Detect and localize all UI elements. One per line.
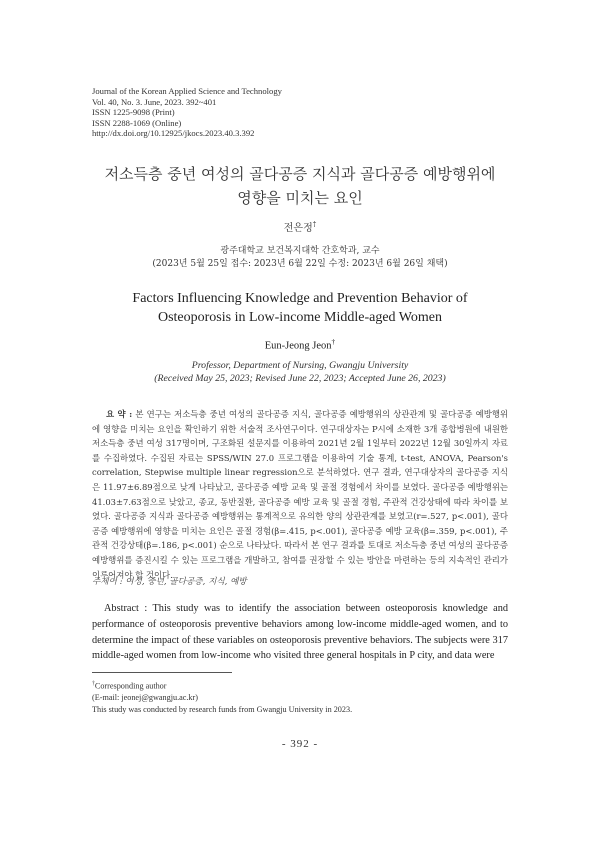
footnotes: [92, 679, 352, 715]
korean-keywords: 주제어 : 여성, 중년, 골다공증, 지식, 예방: [92, 577, 247, 587]
korean-affiliation: [0, 245, 600, 271]
korean-title-line1: 저소득층 중년 여성의 골다공증 지식과 골다공증 예방행위에: [104, 165, 496, 183]
journal-header: [92, 86, 282, 139]
english-affiliation-line1: Professor, Department of Nursing, Gwangju University: [191, 360, 409, 371]
journal-issn-online: ISSN 2288-1069 (Online): [92, 117, 182, 128]
footnote-mark: †: [92, 681, 95, 687]
korean-author-name: 전은정: [283, 223, 313, 234]
korean-abstract: [92, 407, 508, 582]
korean-author: [0, 219, 600, 234]
footnote-email: (E-mail: jeonej@gwangju.ac.kr): [92, 693, 198, 703]
korean-abstract-text: 본 연구는 저소득층 중년 여성의 골다공증 지식, 골다공증 예방행위의 상관관계 및 골다공증 예방행위에 영향을 미치는 요인을 확인하기 위한 서술적 조사연구이다. 연구대상자는 P시에 소재한 3개 종합병원에 내원한 저소득층 중년 여성 317명이며, 구조화된 설문지를 이용하여 2021년 2월 1일부터 2022년 12월 30일까지 자료를 수집하였다. 수집된 자료는 SPSS/WIN 27.0 프로그램을 이용하여 기술 통계, t-test, ANOVA, Pearson's correlation, Stepwise multiple linear regression으로 분석하였다. 연구 결과, 연구대상자의 골다공증 지식은 11.97±6.89점으로 낮게 나타났고, 골다공증 예방 교육 및 골절 경험에서 차이를 보였다. 골다공증 예방행위는 41.03±7.63점으로 낮았고, 종교, 동반질환, 골다공증 예방 교육 및 골절 경험, 주관적 건강상태에 따라 차이를 보였다. 골다공증 지식과 골다공증 예방행위는 통계적으로 유의한 양의 상관관계를 보였고(r=.527, p<.001), 골다공증 예방행위에 영향을 미치는 요인은 골절 경험(β=.415, p<.001), 골다공증 예방 교육(β=.359, p<.001), 주관적 건강상태(β=.186, p<.001) 순으로 나타났다. 따라서 본 연구 결과를 토대로 저소득층 중년 여성의 골다공증 예방행위를 증진시킬 수 있는 프로그램을 개발하고, 참여를 권장할 수 있는 방안을 마련하는 등의 지속적인 관리가 이루어져야 할 것이다.: [92, 409, 509, 580]
journal-volume: Vol. 40, No. 3. June, 2023. 392~401: [92, 96, 217, 107]
footnote-funding: This study was conducted by research funds from Gwangju University in 2023.: [92, 704, 353, 714]
corresponding-mark-en: †: [331, 337, 336, 346]
korean-affiliation-line1: 광주대학교 보건복지대학 간호학과, 교수: [220, 246, 380, 256]
footnote-divider: [92, 672, 232, 673]
journal-doi: http://dx.doi.org/10.12925/jkocs.2023.40.3.392: [92, 128, 255, 139]
english-title: [60, 289, 540, 327]
korean-dates: (2023년 5월 25일 접수: 2023년 6월 22일 수정: 2023년 6월 26일 채택): [152, 259, 448, 269]
korean-title: [60, 162, 540, 210]
journal-name: Journal of the Korean Applied Science and Technology: [92, 86, 282, 96]
journal-issn-print: ISSN 1225-9098 (Print): [92, 107, 175, 118]
english-title-line2: Osteoporosis in Low-income Middle-aged Women: [157, 310, 442, 325]
english-title-line1: Factors Influencing Knowledge and Prevention Behavior of: [132, 291, 468, 306]
english-author: [0, 337, 600, 352]
footnote-corresponding: [92, 679, 352, 692]
footnote-corresponding-text: Corresponding author: [94, 681, 167, 691]
corresponding-mark: †: [312, 220, 317, 229]
english-abstract-text: This study was to identify the association between osteoporosis knowledge and performance of osteoporosis preventive behaviors among low-income middle-aged women, and to determine the impact of these variables on osteoporosis preventive behaviors. The subjects were 317 middle-aged women from low-income who visited three general hospitals in P city, and data were: [92, 603, 508, 662]
english-affiliation: [0, 360, 600, 385]
english-author-name: Eun-Jeong Jeon: [264, 340, 332, 352]
english-abstract-label: Abstract :: [104, 603, 148, 614]
page-number: - 392 -: [281, 738, 319, 750]
english-dates: (Received May 25, 2023; Revised June 22, 2023; Accepted June 26, 2023): [154, 372, 446, 384]
korean-abstract-label: 요 약 :: [106, 409, 133, 419]
korean-title-line2: 영향을 미치는 요인: [237, 189, 363, 207]
english-abstract: [92, 601, 508, 664]
